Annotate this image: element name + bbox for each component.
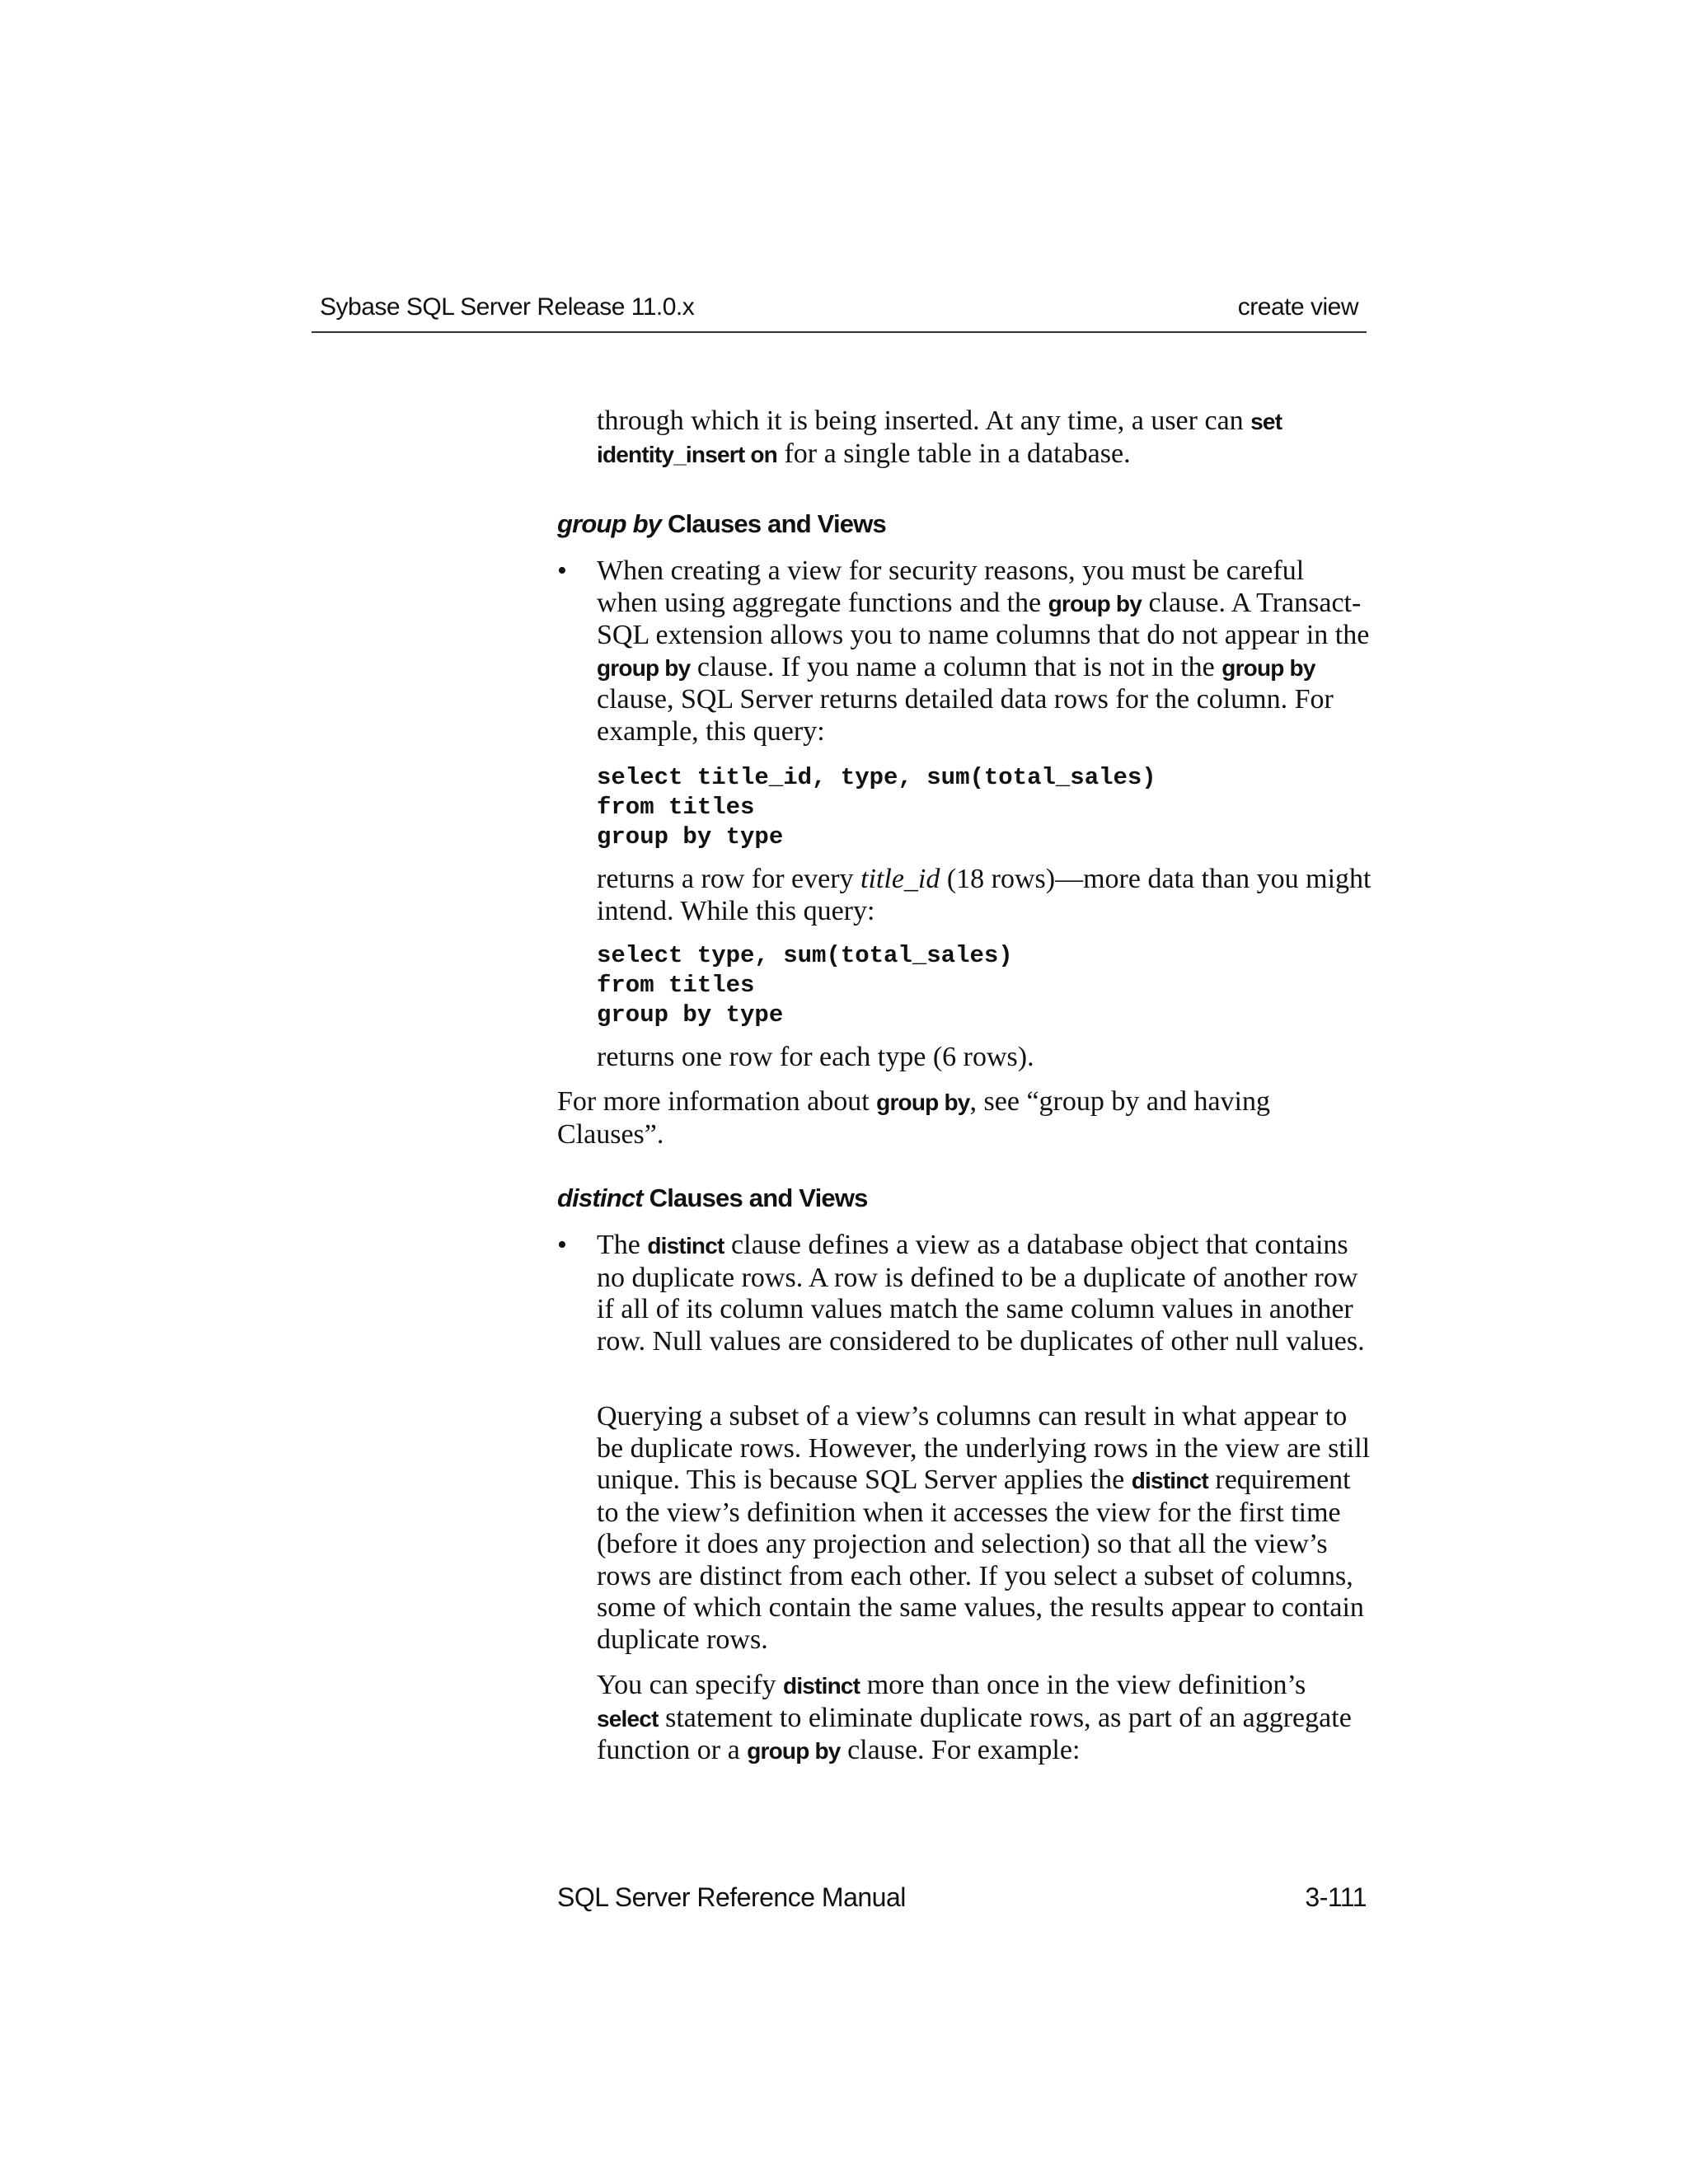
intro-text-end: for a single table in a database. [776,438,1131,469]
header-product: Sybase SQL Server Release 11.0.x [320,293,695,321]
para-keyword: group by [597,654,691,681]
distinct-paragraph-2 [597,1401,1372,1656]
returns-paragraph-2: returns one row for each type (6 rows). [597,1042,1034,1072]
para-keyword: select [597,1705,659,1732]
distinct-paragraph-3 [597,1670,1372,1768]
heading-text: Clauses and Views [642,1183,868,1212]
para-keyword: group by [747,1738,841,1764]
intro-text: through which it is being inserted. At any time, a user can [597,405,1251,436]
bullet-marker: • [557,555,567,586]
para-text: , see “group by and having Clauses”. [557,1086,1270,1150]
header-section: create view [1237,293,1358,321]
para-text: statement to eliminate duplicate rows, as part of an aggregate function or a [597,1702,1352,1765]
para-text: requirement to the view’s definition when it accesses the view for the first time (before it does any projection and selection) so that all the view’s rows are distinct from each other. If you select a subset of columns, some of which contain the same values, the results appear to contain duplicate rows. [597,1465,1364,1655]
group-by-paragraph [597,555,1372,748]
returns-paragraph-1 [597,864,1372,927]
code-example-2: select type, sum(total_sales) from titles group by type [597,942,1013,1029]
para-text: clause. A Transact-SQL extension allows you to name columns that do not appear in the [597,587,1370,650]
more-info-paragraph [557,1086,1373,1151]
heading-keyword: distinct [557,1183,643,1212]
para-text: clause, SQL Server returns detailed data rows for the column. For example, this query: [597,684,1334,747]
heading-keyword: group by [557,509,662,538]
para-text: (18 rows)—more data than you might intend. While this query: [597,864,1372,926]
para-text: You can specify [597,1670,784,1700]
para-text: For more information about [557,1086,877,1117]
section-heading-group-by [557,509,886,539]
para-text: clause. If you name a column that is not in the [690,651,1222,682]
para-text: Querying a subset of a view’s columns can result in what appear to be duplicate rows. However, the underlying rows in the view are still unique. This is because SQL Server applies the [597,1401,1371,1495]
para-keyword: distinct [1131,1468,1208,1493]
code-example-1: select title_id, type, sum(total_sales) from titles group by type [597,764,1156,851]
para-text: The [597,1230,648,1260]
intro-keyword: set identity_insert on [597,409,1282,467]
para-keyword: distinct [783,1673,860,1699]
para-text: more than once in the view definition’s [860,1670,1306,1700]
bullet-marker: • [557,1230,567,1260]
para-keyword: distinct [647,1233,724,1258]
para-keyword: group by [1221,654,1315,681]
para-text: clause defines a view as a database object that contains no duplicate rows. A row is defined to be a duplicate of another row if all of its column values match the same column values in another row. Null values are considered to be duplicates of other null values. [597,1230,1365,1357]
heading-text: Clauses and Views [661,509,886,538]
para-keyword: group by [876,1090,970,1115]
distinct-paragraph-1 [597,1230,1372,1357]
para-italic: title_id [860,864,940,894]
para-text: returns a row for every [597,864,861,894]
intro-paragraph [597,405,1372,471]
para-keyword: group by [1048,590,1142,616]
running-header [312,288,1367,333]
footer-title: SQL Server Reference Manual [557,1882,906,1912]
para-text: When creating a view for security reasons, you must be careful when using aggregate functions and the [597,555,1305,618]
para-text: clause. For example: [840,1735,1081,1765]
page-number: 3-111 [1305,1882,1367,1912]
section-heading-distinct [557,1183,868,1213]
